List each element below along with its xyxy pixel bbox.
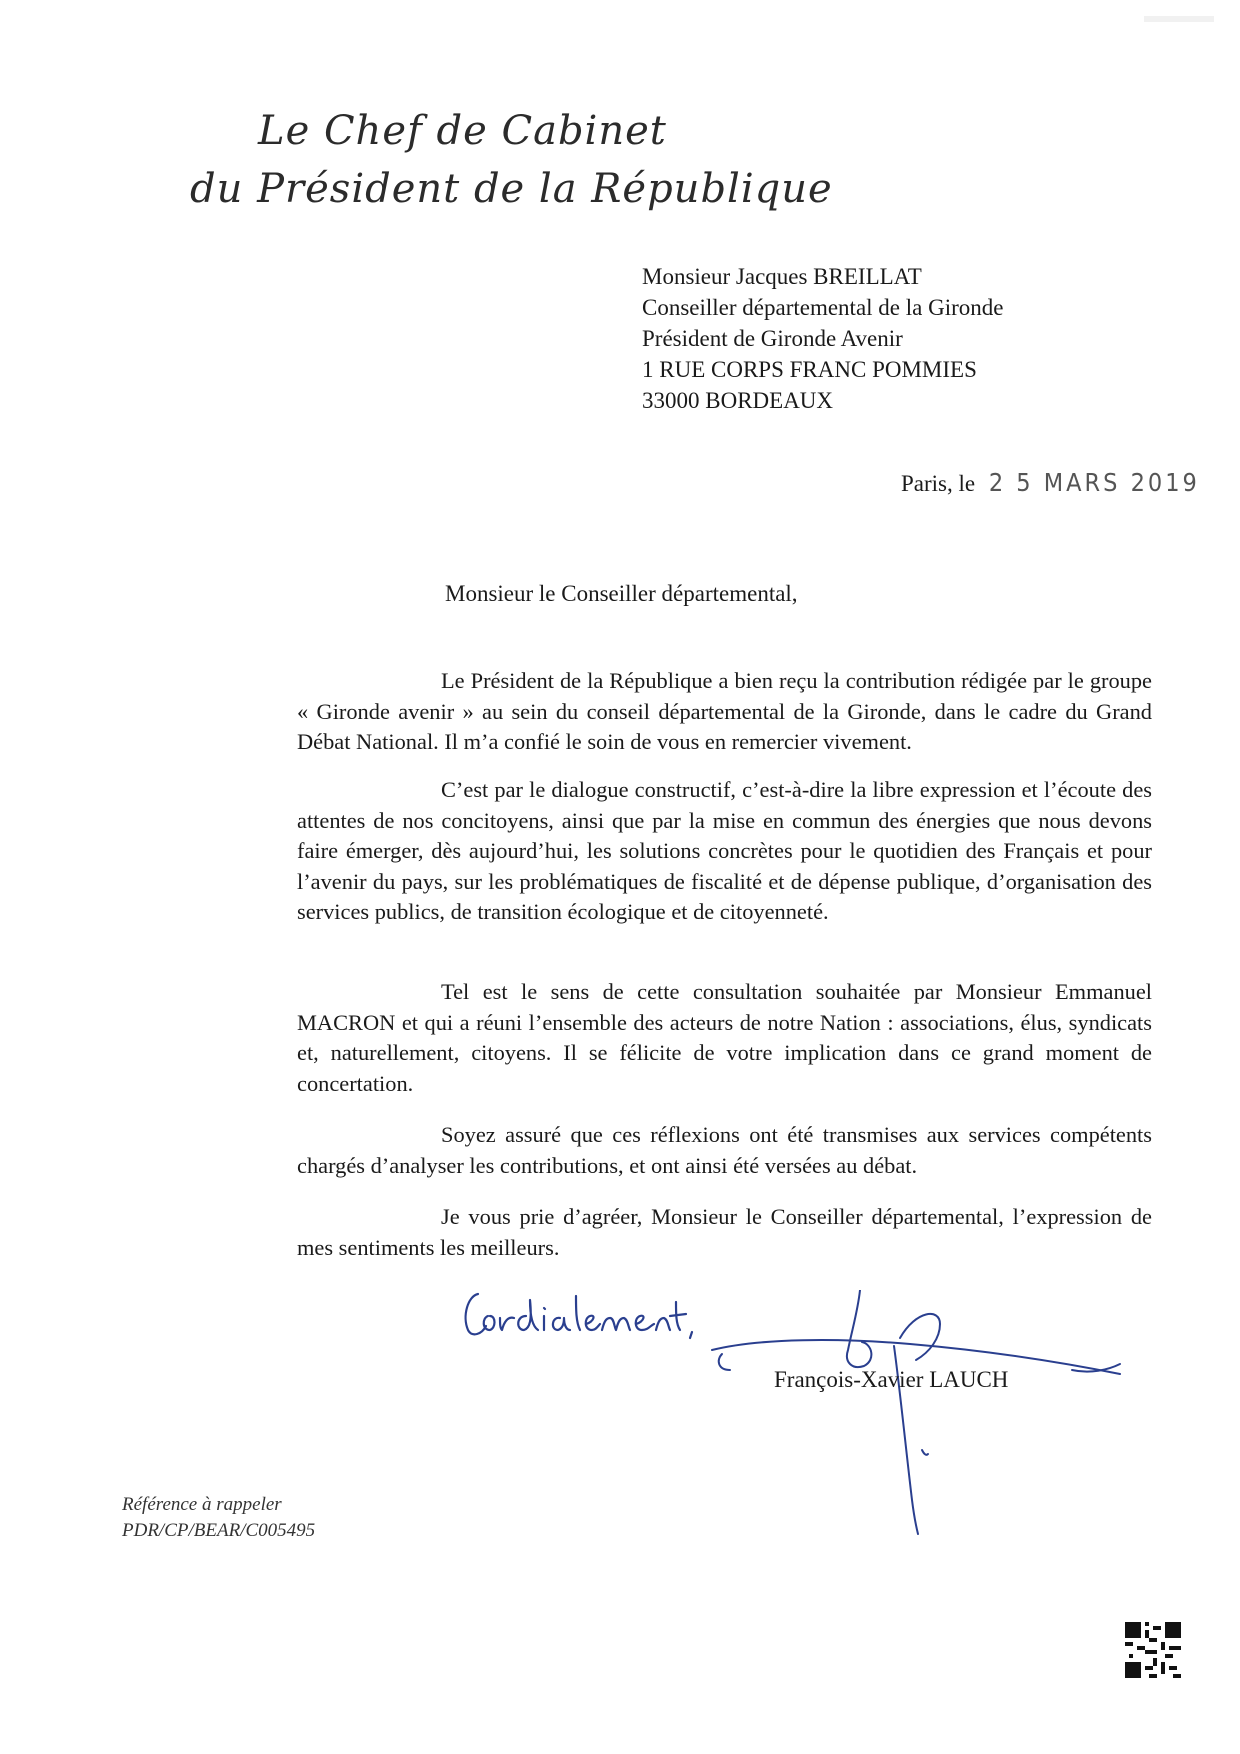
paragraph-1 [297, 666, 1152, 758]
handwritten-signature [460, 1290, 1160, 1550]
paragraph-text: Tel est le sens de cette consultation souhaitée par Monsieur Emmanuel MACRON et qui a réuni l’ensemble des acteurs de notre Nation : associations, élus, syndicats et, naturellement, citoyens. Il se félicite de votre implication dans ce grand moment de concertation. [297, 979, 1152, 1096]
paragraph-text: C’est par le dialogue constructif, c’est-à-dire la libre expression et l’écoute des attentes de nos concitoyens, ainsi que par la mise en commun des énergies que nous devons faire émerger, dès aujourd’hui, les solutions concrètes pour le quotidien des Français et pour l’avenir du pays, sur les problématiques de fiscalité et de dépense publique, d’organisation des services publics, de transition écologique et de citoyenneté. [297, 777, 1152, 924]
recipient-address [642, 261, 1003, 416]
scan-mark [1140, 10, 1220, 28]
paragraph-3 [297, 977, 1152, 1099]
signatory-name: François-Xavier LAUCH [774, 1367, 1009, 1392]
date-stamp: 2 5 MARS 2019 [988, 468, 1200, 497]
recipient-street: 1 RUE CORPS FRANC POMMIES [642, 357, 977, 382]
paragraph-4 [297, 1120, 1152, 1181]
qr-code-icon [1125, 1622, 1181, 1678]
handwritten-closing [466, 1294, 692, 1338]
paragraph-2 [297, 775, 1152, 928]
reference-block [122, 1492, 315, 1544]
paragraph-text: Je vous prie d’agréer, Monsieur le Conseiller départemental, l’expression de mes sentiments les meilleurs. [297, 1204, 1152, 1260]
signature-strokes [712, 1290, 1120, 1534]
recipient-title: Conseiller départemental de la Gironde [642, 295, 1004, 320]
paragraph-5 [297, 1202, 1152, 1263]
letterhead-line-2: du Président de la République [190, 166, 833, 212]
signature-block [460, 1290, 1160, 1550]
paragraph-text: Le Président de la République a bien reçu la contribution rédigée par le groupe « Gironde avenir » au sein du conseil départemental de la Gironde, dans le cadre du Grand Débat National. Il m’a confié le soin de vous en remercier vivement. [297, 668, 1152, 754]
reference-code: PDR/CP/BEAR/C005495 [122, 1520, 316, 1541]
date-line [901, 468, 1200, 497]
salutation: Monsieur le Conseiller départemental, [445, 581, 798, 606]
date-prefix: Paris, le [901, 471, 976, 496]
reference-label: Référence à rappeler [122, 1494, 282, 1515]
recipient-name: Monsieur Jacques BREILLAT [642, 264, 922, 289]
recipient-organization: Président de Gironde Avenir [642, 326, 903, 351]
recipient-city: 33000 BORDEAUX [642, 388, 834, 413]
letterhead-line-1: Le Chef de Cabinet [258, 108, 667, 154]
paragraph-text: Soyez assuré que ces réflexions ont été transmises aux services compétents chargés d’analyser les contributions, et ont ainsi été versées au débat. [297, 1122, 1152, 1178]
